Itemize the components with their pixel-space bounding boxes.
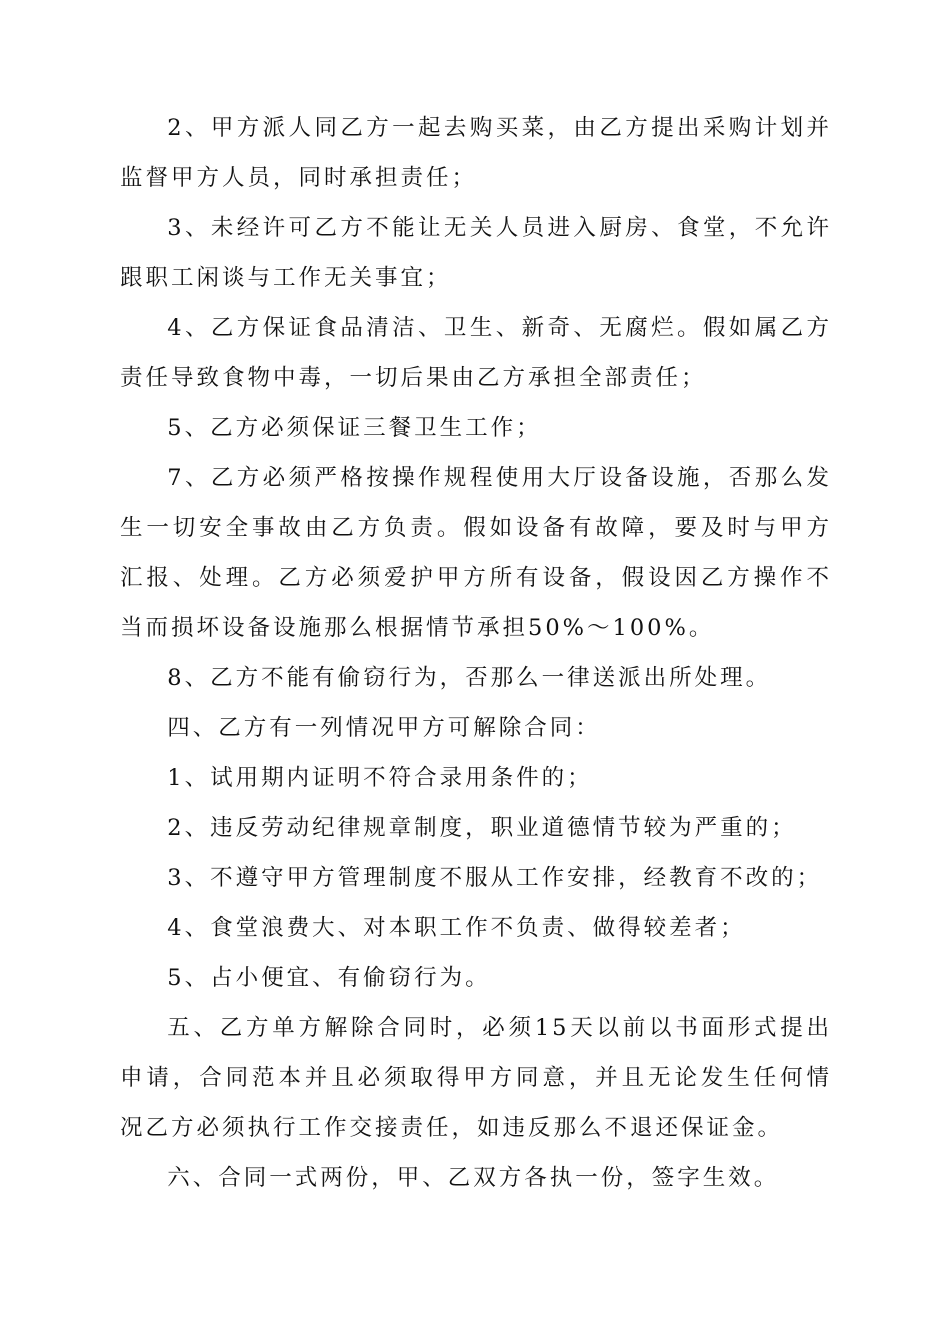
paragraph-item-3-kitchen-access: 3、未经许可乙方不能让无关人员进入厨房、食堂，不允许跟职工闲谈与工作无关事宜； [120,215,832,291]
paragraph-item-7-equipment: 7、乙方必须严格按操作规程使用大厅设备设施，否那么发生一切安全事故由乙方负责。假如设备有故障，要及时与甲方汇报、处理。乙方必须爱护甲方所有设备，假设因乙方操作不当而损坏设备设施那么根据情节承担50%～100%。 [120,465,832,641]
document-body [120,103,832,1203]
section-heading-termination: 四、乙方有一列情况甲方可解除合同： [167,715,601,741]
paragraph-termination-1: 1、试用期内证明不符合录用条件的； [167,765,593,791]
section-copies: 六、合同一式两份，甲、乙双方各执一份，签字生效。 [167,1165,780,1191]
paragraph-termination-5: 5、占小便宜、有偷窃行为。 [167,965,491,991]
paragraph-item-8-theft: 8、乙方不能有偷窃行为，否那么一律送派出所处理。 [167,665,772,691]
paragraph-termination-2: 2、违反劳动纪律规章制度，职业道德情节较为严重的； [167,815,797,841]
paragraph-item-5-hygiene: 5、乙方必须保证三餐卫生工作； [167,415,542,441]
paragraph-item-2-purchasing: 2、甲方派人同乙方一起去购买菜，由乙方提出采购计划并监督甲方人员，同时承担责任； [120,115,832,191]
paragraph-termination-4: 4、食堂浪费大、对本职工作不负责、做得较差者； [167,915,746,941]
paragraph-item-4-food-safety: 4、乙方保证食品清洁、卫生、新奇、无腐烂。假如属乙方责任导致食物中毒，一切后果由乙方承担全部责任； [120,315,832,391]
paragraph-termination-3: 3、不遵守甲方管理制度不服从工作安排，经教育不改的； [167,865,823,891]
section-resignation: 五、乙方单方解除合同时，必须15天以前以书面形式提出申请，合同范本并且必须取得甲方同意，并且无论发生任何情况乙方必须执行工作交接责任，如违反那么不退还保证金。 [120,1015,832,1141]
